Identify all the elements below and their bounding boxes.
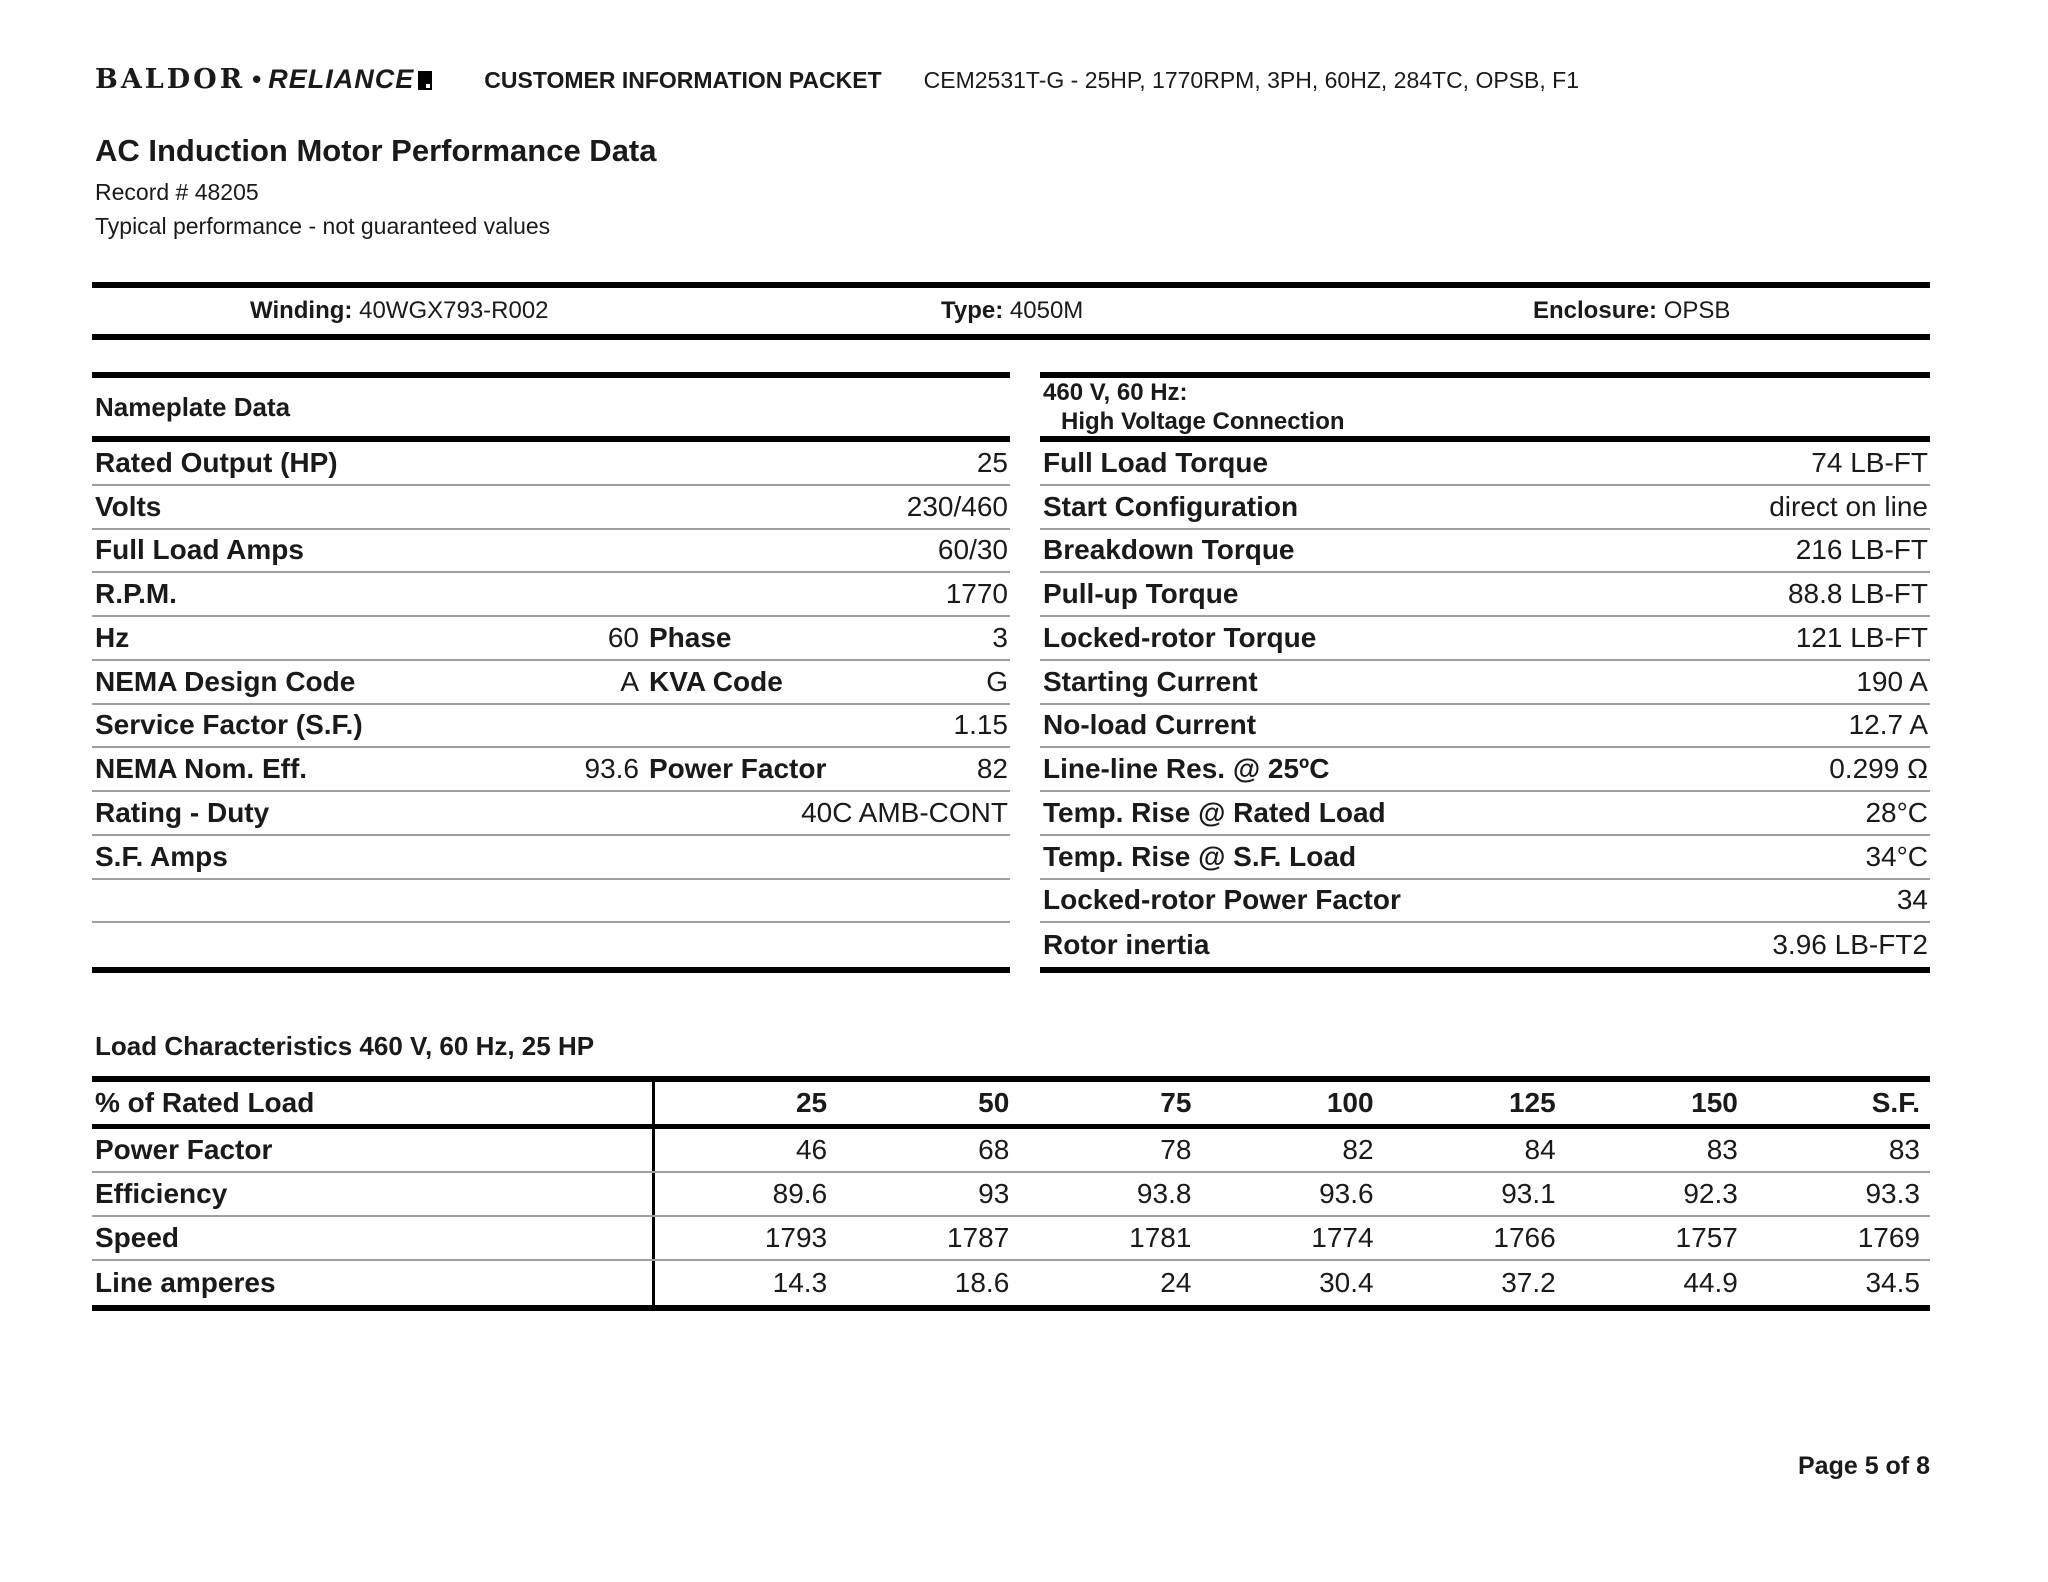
- nameplate-table: [92, 372, 1010, 973]
- row-value: 3.96 LB-FT2: [1772, 929, 1928, 961]
- row-label: Rating - Duty: [95, 796, 270, 828]
- cell-value: 1766: [1493, 1222, 1556, 1253]
- cell-value: 93.6: [1319, 1178, 1374, 1209]
- cell-value: 1787: [946, 1222, 1010, 1253]
- cell-value: 18.6: [954, 1267, 1010, 1298]
- table-row: [92, 1261, 1930, 1305]
- cell-value: 93.8: [1136, 1178, 1192, 1209]
- cell-value: 1781: [1129, 1222, 1192, 1253]
- cell-value: 1774: [1311, 1222, 1374, 1253]
- row-label: Rated Output (HP): [95, 446, 338, 478]
- cell-value: 24: [1160, 1267, 1192, 1298]
- row-value: 3: [992, 621, 1008, 653]
- high-voltage-table: [1040, 372, 1930, 973]
- table-row: [92, 1217, 1930, 1261]
- table-row: [92, 617, 1010, 661]
- record-number: Record # 48205: [95, 179, 259, 205]
- cell-value: 1769: [1857, 1222, 1920, 1253]
- row-value: 0.299 Ω: [1829, 753, 1928, 785]
- table-row: [92, 573, 1010, 617]
- row-label: Volts: [95, 490, 162, 522]
- row-mid-value: 93.6: [584, 753, 639, 785]
- row-mid-label: Power Factor: [649, 753, 827, 785]
- row-value: 88.8 LB-FT: [1787, 578, 1928, 610]
- row-value: 82: [976, 753, 1008, 785]
- column-header: 25: [795, 1087, 828, 1118]
- row-label: No-load Current: [1043, 709, 1257, 741]
- table-row: [92, 530, 1010, 574]
- enclosure-field: [1533, 297, 1730, 325]
- column-header: 125: [1508, 1087, 1556, 1118]
- load-table-header-row: [92, 1082, 1930, 1129]
- cell-value: 84: [1524, 1134, 1556, 1165]
- type-label: Type:: [941, 297, 1004, 324]
- table-row: [92, 1173, 1930, 1217]
- column-header: 100: [1326, 1087, 1374, 1118]
- column-header: S.F.: [1871, 1087, 1920, 1118]
- cell-value: 83: [1888, 1134, 1920, 1165]
- cell-value: 30.4: [1319, 1267, 1374, 1298]
- table-row: [92, 705, 1010, 749]
- row-label: Start Configuration: [1043, 490, 1299, 522]
- row-mid-label: Phase: [649, 621, 732, 653]
- baldor-reliance-logo: [95, 64, 432, 95]
- cell-value: 37.2: [1501, 1267, 1556, 1298]
- row-label: Locked-rotor Torque: [1043, 621, 1317, 653]
- row-label: Temp. Rise @ Rated Load: [1043, 796, 1386, 828]
- row-value: 230/460: [906, 490, 1008, 522]
- row-value: 121 LB-FT: [1795, 621, 1928, 653]
- column-header: 75: [1160, 1087, 1192, 1118]
- table-row: [1040, 661, 1930, 705]
- row-label: NEMA Nom. Eff.: [95, 753, 308, 785]
- winding-summary-bar: [92, 282, 1930, 340]
- table-row: [1040, 705, 1930, 749]
- column-header: 150: [1691, 1087, 1738, 1118]
- cell-value: 14.3: [772, 1267, 828, 1298]
- row-label: Power Factor: [92, 1129, 655, 1171]
- type-value: 4050M: [1009, 297, 1084, 324]
- row-label: Line amperes: [92, 1261, 655, 1305]
- row-value: 12.7 A: [1848, 709, 1928, 741]
- cell-value: 44.9: [1683, 1267, 1738, 1298]
- table-row: [1040, 573, 1930, 617]
- row-value: 34°C: [1865, 840, 1928, 872]
- row-label: Line-line Res. @ 25ºC: [1043, 753, 1330, 785]
- cell-value: 82: [1342, 1134, 1374, 1165]
- table-row-empty: [92, 880, 1010, 924]
- row-label: Breakdown Torque: [1043, 534, 1295, 566]
- table-row: [92, 442, 1010, 486]
- hv-header-line1: 460 V, 60 Hz:: [1043, 379, 1188, 406]
- logo-reliance-text: RELIANCE: [268, 64, 415, 94]
- table-row: [1040, 923, 1930, 967]
- row-label: Rotor inertia: [1043, 929, 1210, 961]
- title-block: [95, 133, 1930, 240]
- row-label: Efficiency: [92, 1173, 655, 1215]
- cell-value: 1757: [1675, 1222, 1738, 1253]
- row-mid-label: KVA Code: [649, 665, 783, 697]
- row-label: Hz: [95, 621, 130, 653]
- row-value: 1.15: [953, 709, 1008, 741]
- row-label: R.P.M.: [95, 578, 177, 610]
- row-mid-value: 60: [607, 621, 639, 653]
- row-value: G: [986, 665, 1008, 697]
- data-tables-section: [92, 372, 1930, 973]
- winding-value: 40WGX793-R002: [359, 297, 549, 324]
- cell-value: 89.6: [772, 1178, 828, 1209]
- enclosure-value: OPSB: [1663, 297, 1731, 324]
- column-header: 50: [978, 1087, 1010, 1118]
- row-label: Starting Current: [1043, 665, 1258, 697]
- row-value: direct on line: [1769, 490, 1928, 522]
- performance-note: Typical performance - not guaranteed values: [95, 213, 551, 239]
- table-row: [92, 792, 1010, 836]
- table-row: [1040, 486, 1930, 530]
- cell-value: 93.1: [1501, 1178, 1556, 1209]
- row-value: 216 LB-FT: [1795, 534, 1928, 566]
- row-value: 190 A: [1856, 665, 1928, 697]
- table-row: [1040, 836, 1930, 880]
- packet-title: CUSTOMER INFORMATION PACKET: [484, 67, 882, 93]
- table-row: [1040, 530, 1930, 574]
- table-row: [1040, 792, 1930, 836]
- row-label: Locked-rotor Power Factor: [1043, 884, 1401, 916]
- row-label: Speed: [92, 1217, 655, 1259]
- cell-value: 83: [1706, 1134, 1738, 1165]
- model-spec-line: CEM2531T-G - 25HP, 1770RPM, 3PH, 60HZ, 284TC, OPSB, F1: [923, 67, 1579, 93]
- table-row: [1040, 748, 1930, 792]
- cell-value: 93.3: [1865, 1178, 1920, 1209]
- table-row: [92, 748, 1010, 792]
- row-value: 40C AMB-CONT: [801, 796, 1008, 828]
- row-value: 74 LB-FT: [1811, 446, 1928, 478]
- cell-value: 78: [1160, 1134, 1192, 1165]
- cell-value: 34.5: [1865, 1267, 1920, 1298]
- cell-value: 46: [795, 1134, 828, 1165]
- row-label: S.F. Amps: [95, 840, 228, 872]
- row-value: 25: [976, 446, 1008, 478]
- row-label: Full Load Amps: [95, 534, 304, 566]
- table-row: [1040, 617, 1930, 661]
- type-field: [941, 297, 1083, 325]
- table-row: [1040, 442, 1930, 486]
- table-row: [92, 836, 1010, 880]
- table-row: [92, 661, 1010, 705]
- enclosure-label: Enclosure:: [1533, 297, 1658, 324]
- high-voltage-header: [1040, 378, 1930, 442]
- row-label: Full Load Torque: [1043, 446, 1269, 478]
- hv-header-line2: High Voltage Connection: [1061, 408, 1345, 435]
- nameplate-header: Nameplate Data: [92, 378, 1010, 442]
- winding-field: [250, 297, 549, 325]
- page-number: Page 5 of 8: [1798, 1452, 1930, 1480]
- row-value: 28°C: [1865, 796, 1928, 828]
- row-value: 1770: [945, 578, 1008, 610]
- table-row: [1040, 880, 1930, 924]
- logo-baldor-text: BALDOR: [95, 64, 246, 95]
- logo-dot: •: [252, 64, 262, 94]
- cell-value: 1793: [764, 1222, 828, 1253]
- row-mid-value: A: [620, 665, 639, 697]
- row-label: Pull-up Torque: [1043, 578, 1239, 610]
- cell-value: 93: [978, 1178, 1010, 1209]
- row-label: Temp. Rise @ S.F. Load: [1043, 840, 1357, 872]
- load-characteristics-table: [92, 1076, 1930, 1311]
- column-header: % of Rated Load: [92, 1082, 655, 1124]
- row-label: Service Factor (S.F.): [95, 709, 363, 741]
- cell-value: 92.3: [1683, 1178, 1738, 1209]
- page-title: AC Induction Motor Performance Data: [95, 133, 657, 168]
- page-header: [95, 64, 1930, 95]
- row-value: 34: [1896, 884, 1928, 916]
- cell-value: 68: [978, 1134, 1010, 1165]
- winding-label: Winding:: [250, 297, 353, 324]
- table-row: [92, 1129, 1930, 1173]
- load-characteristics-title: Load Characteristics 460 V, 60 Hz, 25 HP: [95, 1031, 595, 1061]
- logo-mark-icon: [418, 71, 432, 90]
- table-row: [92, 486, 1010, 530]
- table-row-empty: [92, 923, 1010, 967]
- row-label: NEMA Design Code: [95, 665, 356, 697]
- row-value: 60/30: [937, 534, 1008, 566]
